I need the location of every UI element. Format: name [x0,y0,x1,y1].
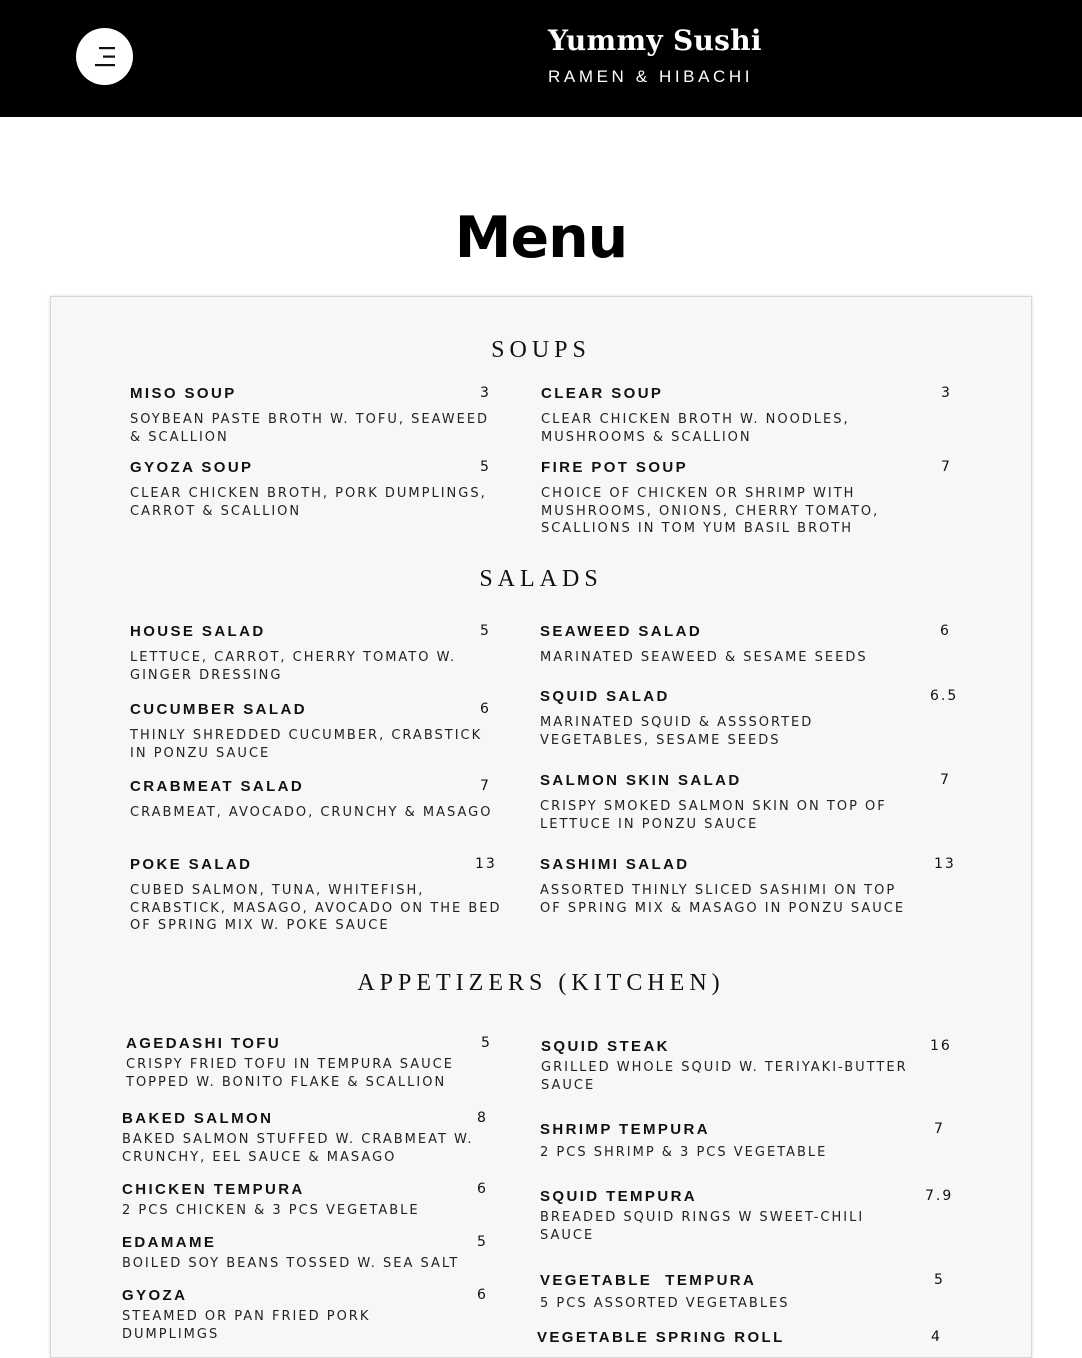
item-price: 6 [477,1287,488,1303]
item-name: GYOZA [122,1287,188,1304]
item-description: THINLY SHREDDED CUCUMBER, CRABSTICK IN PONZU SAUCE [130,728,483,761]
menu-item-baked-salmon [122,1110,532,1166]
item-price: 7 [941,459,952,475]
section-title-salads: SALADS [479,566,603,592]
item-name: SQUID TEMPURA [540,1188,698,1205]
item-price: 5 [934,1272,945,1288]
item-description: CLEAR CHICKEN BROTH W. NOODLES, MUSHROOMS & SCALLION [541,412,850,445]
item-description: MARINATED SQUID & ASSSORTED VEGETABLES, SESAME SEEDS [540,715,814,748]
item-name: AGEDASHI TOFU [126,1035,282,1052]
item-description: CHOICE OF CHICKEN OR SHRIMP WITH MUSHROOMS, ONIONS, CHERRY TOMATO, SCALLIONS IN TOM YUM BASIL BROTH [541,486,880,536]
item-description: 2 PCS SHRIMP & 3 PCS VEGETABLE [540,1145,828,1160]
menu-button[interactable] [76,28,133,85]
item-name: POKE SALAD [130,856,253,873]
menu-item-chicken-tempura [122,1181,532,1220]
item-price: 5 [480,459,491,475]
item-price: 6 [480,701,491,717]
item-name: BAKED SALMON [122,1110,274,1127]
item-price: 6 [940,623,951,639]
item-description: CLEAR CHICKEN BROTH, PORK DUMPLINGS, CARROT & SCALLION [130,486,487,519]
item-price: 6.5 [930,688,959,704]
item-price: 3 [480,385,491,401]
item-description: STEAMED OR PAN FRIED PORK DUMPLIMGS [122,1309,371,1342]
item-price: 7 [480,778,491,794]
item-name: EDAMAME [122,1234,217,1251]
item-price: 5 [480,623,491,639]
menu-item-cucumber-salad [130,701,540,762]
item-name: SASHIMI SALAD [540,856,690,873]
brand-tagline: RAMEN & HIBACHI [548,67,754,86]
item-description: MARINATED SEAWEED & SESAME SEEDS [540,650,868,665]
menu-item-shrimp-tempura [540,1121,950,1162]
item-price: 13 [934,856,956,872]
item-description: BAKED SALMON STUFFED W. CRABMEAT W. CRUNCHY, EEL SAUCE & MASAGO [122,1132,474,1165]
item-price: 5 [477,1234,488,1250]
menu-item-fire-pot-soup [541,459,951,538]
menu-item-house-salad [130,623,540,684]
item-description: ASSORTED THINLY SLICED SASHIMI ON TOP OF SPRING MIX & MASAGO IN PONZU SAUCE [540,883,906,916]
item-description: CUBED SALMON, TUNA, WHITEFISH, CRABSTICK, MASAGO, AVOCADO ON THE BED OF SPRING MIX W. POKE SAUCE [130,883,502,933]
top-navigation-bar [0,0,1082,117]
item-description: SOYBEAN PASTE BROTH W. TOFU, SEAWEED & SCALLION [130,412,490,445]
section-title-appetizers: APPETIZERS (KITCHEN) [357,970,725,996]
item-name: SEAWEED SALAD [540,623,703,640]
item-price: 7 [940,772,951,788]
item-description: LETTUCE, CARROT, CHERRY TOMATO W. GINGER DRESSING [130,650,457,683]
item-description: BREADED SQUID RINGS W SWEET-CHILI SAUCE [540,1210,865,1243]
menu-item-vegetable-spring-roll [537,1329,947,1346]
item-name: SQUID SALAD [540,688,670,705]
menu-item-miso-soup [130,385,540,446]
menu-item-gyoza-soup [130,459,540,520]
item-name: HOUSE SALAD [130,623,266,640]
item-price: 5 [481,1035,492,1051]
menu-item-squid-steak [541,1038,951,1094]
item-name: CRABMEAT SALAD [130,778,305,795]
item-name: VEGETABLE TEMPURA [540,1272,757,1289]
hamburger-menu-icon [93,46,117,67]
item-description: CRISPY SMOKED SALMON SKIN ON TOP OF LETTUCE IN PONZU SAUCE [540,799,887,832]
item-name: FIRE POT SOUP [541,459,689,476]
menu-item-gyoza [122,1287,532,1343]
menu-item-edamame [122,1234,532,1273]
item-price: 6 [477,1181,488,1197]
item-description: CRISPY FRIED TOFU IN TEMPURA SAUCE TOPPED W. BONITO FLAKE & SCALLION [126,1057,454,1090]
item-name: VEGETABLE SPRING ROLL [537,1329,785,1346]
item-name: CLEAR SOUP [541,385,664,402]
item-name: SALMON SKIN SALAD [540,772,742,789]
menu-item-squid-salad [540,688,959,749]
item-price: 4 [931,1329,942,1345]
item-name: GYOZA SOUP [130,459,254,476]
menu-item-salmon-skin-salad [540,772,950,833]
item-price: 7.9 [925,1188,954,1204]
item-price: 3 [941,385,952,401]
item-price: 8 [477,1110,488,1126]
page-title: Menu [454,205,628,271]
item-description: 2 PCS CHICKEN & 3 PCS VEGETABLE [122,1203,420,1218]
item-description: BOILED SOY BEANS TOSSED W. SEA SALT [122,1256,460,1271]
item-name: SQUID STEAK [541,1038,670,1055]
menu-item-clear-soup [541,385,951,446]
brand-name[interactable]: Yummy Sushi [548,24,762,57]
item-name: MISO SOUP [130,385,237,402]
menu-item-agedashi-tofu [126,1035,536,1091]
menu-item-poke-salad [130,856,540,935]
menu-item-squid-tempura [540,1188,954,1244]
menu-item-vegetable-tempura [540,1272,950,1313]
item-price: 13 [475,856,497,872]
item-description: 5 PCS ASSORTED VEGETABLES [540,1296,790,1311]
item-name: CUCUMBER SALAD [130,701,307,718]
section-title-soups: SOUPS [491,337,591,363]
item-price: 16 [930,1038,952,1054]
item-name: SHRIMP TEMPURA [540,1121,710,1138]
menu-card [50,296,1032,1358]
menu-item-seaweed-salad [540,623,950,667]
menu-item-crabmeat-salad [130,778,540,822]
menu-item-sashimi-salad [540,856,956,917]
item-description: GRILLED WHOLE SQUID W. TERIYAKI-BUTTER SAUCE [541,1060,908,1093]
item-price: 7 [934,1121,945,1137]
item-name: CHICKEN TEMPURA [122,1181,305,1198]
item-description: CRABMEAT, AVOCADO, CRUNCHY & MASAGO [130,805,493,820]
